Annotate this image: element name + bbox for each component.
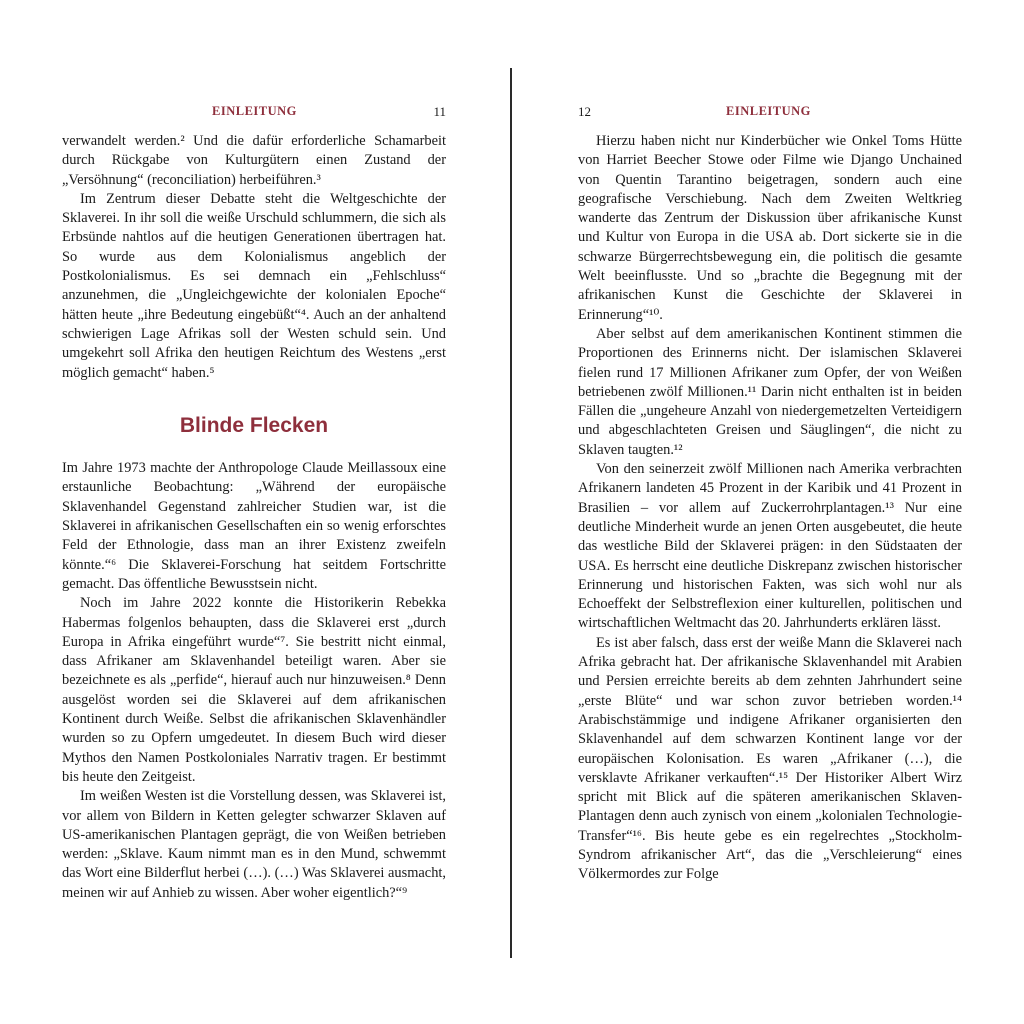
- right-page-body: [578, 132, 962, 885]
- page-number: 11: [433, 104, 446, 119]
- section-heading: Blinde Flecken: [179, 413, 329, 437]
- right-page: [578, 100, 962, 885]
- left-page-header: [62, 100, 446, 126]
- paragraph: Im Jahre 1973 machte der Anthropologe Claude Meillassoux eine erstaunliche Beobachtung: „Während der europäische Sklavenhandel Gegenstand zahlreicher Studien war, ist die Sklaverei in afrikanischen Gesellschaften ein so wenig erforschtes Feld der Ethnologie, dass man an ihrer Existenz zweifeln könnte.“⁶ Die Sklaverei-Forschung hat seitdem Fortschritte gemacht. Das öffentliche Bewusstsein nicht.: [62, 460, 446, 592]
- paragraph: verwandelt werden.² Und die dafür erforderliche Schamarbeit durch Rückgabe von Kulturgütern einen Zustand der „Versöhnung“ (reconciliation) herbeiführen.³: [62, 133, 446, 188]
- left-page-body: [62, 132, 446, 903]
- right-page-header: [578, 100, 962, 126]
- page-number: 12: [578, 104, 591, 119]
- left-page: [62, 100, 446, 903]
- running-head: EINLEITUNG: [726, 104, 811, 118]
- running-head: EINLEITUNG: [212, 104, 297, 118]
- paragraph: Es ist aber falsch, dass erst der weiße Mann die Sklaverei nach Afrika gebracht hat. Der afrikanische Sklavenhandel mit Arabien und Persien erreichte bereits ab dem zehnten Jahrhundert seine „erste Blüte“ und war schon zuvor betrieben worden.¹⁴ Arabischstämmige und indigene Afrikaner organisierten den Sklavenhandel auf dem schwarzen Kontinent lange vor der europäischen Kolonisation. Es waren „Afrikaner (…), die versklavte Afrikaner verkauften“.¹⁵ Der Historiker Albert Wirz spricht mit Blick auf die späteren amerikanischen Sklaven-Plantagen denn auch zynisch von einem „kolonialen Technologie-Transfer“¹⁶. Bis heute gebe es ein regelrechtes „Stockholm-Syndrom afrikanischer Art“, das die „Verschleierung“ eines Völkermordes zur Folge: [578, 634, 962, 883]
- paragraph: Aber selbst auf dem amerikanischen Kontinent stimmen die Proportionen des Erinnerns nicht. Der islamischen Sklaverei fielen rund 17 Millionen Afrikaner zum Opfer, der von Weißen betriebenen zwölf Millionen.¹¹ Darin nicht enthalten ist in beiden Fällen die „ungeheure Anzahl von niedergemetzelten Verteidigern und abgeschlachteten Greisen und Säuglingen“, die nicht zu Sklaven taugten.¹²: [578, 325, 962, 458]
- paragraph: Hierzu haben nicht nur Kinderbücher wie Onkel Toms Hütte von Harriet Beecher Stowe oder Filme wie Django Unchained von Quentin Tarantino beigetragen, sondern auch eine geografische Verschiebung. Nach dem Zweiten Weltkrieg wanderte das Zentrum der Diskussion über afrikanische Kunst und Kultur von Europa in die USA ab. Dort sickerte sie in die schwarze Bürgerrechtsbewegung ein, die politisch die gesamte Welt beeinflusste. Und so „brachte die Begegnung mit der afrikanischen Kunst die Geschichte der Sklaverei in Erinnerung“¹⁰.: [578, 133, 962, 323]
- book-spine: [510, 68, 512, 958]
- paragraph: Noch im Jahre 2022 konnte die Historikerin Rebekka Habermas folgenlos behaupten, dass die Sklaverei erst „durch Europa in Afrika eingeführt wurde“⁷. Sie bestritt nicht einmal, dass Afrikaner am Sklavenhandel beteiligt waren. Aber sie bezeichnete es als „perfide“, hierauf auch nur hinzuweisen.⁸ Denn ausgelöst worden sei die Sklaverei auf dem afrikanischen Kontinent durch Weiße. Selbst die afrikanischen Sklavenhändler wurden so zu Opfern umgedeutet. In diesem Buch wird dieser Mythos den Namen Postkoloniales Narrativ tragen. Er bestimmt bis heute den Zeitgeist.: [62, 595, 446, 785]
- paragraph: Im weißen Westen ist die Vorstellung dessen, was Sklaverei ist, vor allem von Bildern in Ketten gelegter schwarzer Sklaven auf US-amerikanischen Plantagen geprägt, die von Weißen betrieben werden: „Sklave. Kaum nimmt man es in den Mund, schwemmt das Wort eine Bilderflut herbei (…). (…) Was Sklaverei ausmacht, meinen wir auf Anhieb zu wissen. Aber woher eigentlich?“⁹: [62, 788, 446, 901]
- paragraph: Im Zentrum dieser Debatte steht die Weltgeschichte der Sklaverei. In ihr soll die weiße Urschuld schlummern, die sich als Erbsünde nahtlos auf die heutigen Generationen übertragen hat. So wurde aus dem Kolonialismus angeblich der Postkolonialismus. Es sei demnach ein „Fehlschluss“ anzunehmen, die „Ungleichgewichte der kolonialen Epoche“ hätten heute „ihre Bedeutung eingebüßt“⁴. Auch an der anhaltend schwierigen Lage Afrikas soll der Westen schuld sein. Und umgekehrt soll Afrika den heutigen Reichtum des Westens „erst möglich gemacht“ haben.⁵: [62, 190, 446, 381]
- paragraph: Von den seinerzeit zwölf Millionen nach Amerika verbrachten Afrikanern landeten 45 Prozent in der Karibik und 41 Prozent in Brasilien – vor allem auf Zuckerrohrplantagen.¹³ Nur eine deutliche Minderheit wurde an jenen Orten ausgebeutet, die heute das westliche Bild der Sklaverei prägen: in den Südstaaten der USA. Es herrscht eine deutliche Diskrepanz zwischen historischer Erinnerung und historischen Fakten, was sich wohl nur als Echoeffekt der Selbstreflexion einer kulturellen, politischen und wirtschaftlichen Weltmacht das 20. Jahrhunderts erklären lässt.: [578, 461, 962, 632]
